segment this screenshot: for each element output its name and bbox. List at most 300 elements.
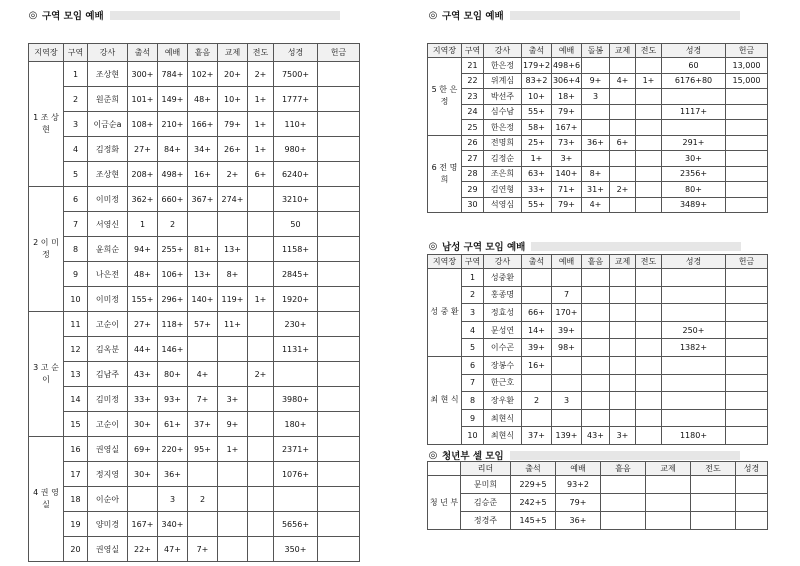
cell-offering [726,286,768,304]
cell-evangelism [636,120,662,136]
cell-teacher: 정지영 [88,462,128,487]
table-row [29,462,360,487]
cell-bible: 110+ [274,112,318,137]
cell-teacher: 이미정 [88,187,128,212]
cell-worship: 3 [158,487,188,512]
cell-worship: 36+ [556,512,601,530]
cell-attendance: 30+ [128,462,158,487]
cell-evangelism [691,476,736,494]
cell-scatter: 95+ [188,437,218,462]
cell-attendance: 94+ [128,237,158,262]
cell-group-number: 27 [462,151,484,167]
cell-fellowship [610,374,636,392]
cell-offering [726,409,768,427]
cell-fellowship: 3+ [218,387,248,412]
cell-fellowship [610,166,636,182]
cell-bible: 50 [274,212,318,237]
table-row [29,212,360,237]
cell-teacher: 윤희순 [88,237,128,262]
cell-attendance: 25+ [522,135,552,151]
cell-fellowship [610,304,636,322]
cell-fellowship: 13+ [218,237,248,262]
cell-bible: 3210+ [274,187,318,212]
table-row [29,137,360,162]
cell-worship: 296+ [158,287,188,312]
cell-scatter: 102+ [188,62,218,87]
column-header: 리더 [461,462,511,476]
cell-bible: 1180+ [662,427,726,445]
cell-evangelism [248,337,274,362]
column-header: 성경 [662,44,726,58]
cell-fellowship: 26+ [218,137,248,162]
table-row [29,362,360,387]
cell-offering [318,412,360,437]
cell-worship: 306+4 [552,73,582,89]
cell-teacher: 석영심 [484,197,522,213]
cell-attendance [128,487,158,512]
column-header: 지역장 [428,255,462,269]
cell-scatter [601,494,646,512]
cell-offering [726,321,768,339]
cell-group-number: 9 [64,262,88,287]
cell-offering [318,87,360,112]
cell-scatter [601,512,646,530]
cell-attendance: 37+ [522,427,552,445]
cell-attendance: 58+ [522,120,552,136]
table-row [428,304,768,322]
cell-group-number: 11 [64,312,88,337]
cell-evangelism [248,462,274,487]
cell-fellowship [610,197,636,213]
cell-offering [726,89,768,105]
cell-evangelism [636,356,662,374]
cell-group-number: 7 [462,374,484,392]
table-row [29,62,360,87]
bullet-icon: ◎ [428,9,438,21]
cell-offering [726,104,768,120]
cell-scatter [582,339,610,357]
cell-worship: 784+ [158,62,188,87]
cell-offering [318,62,360,87]
cell-worship: 146+ [158,337,188,362]
cell-attendance: 242+5 [511,494,556,512]
cell-evangelism [636,304,662,322]
blank-header [428,462,461,476]
cell-evangelism [636,151,662,167]
cell-teacher: 김정화 [88,137,128,162]
cell-group-number: 8 [462,392,484,410]
column-header: 출석 [128,44,158,62]
cell-fellowship [610,356,636,374]
cell-bible [662,374,726,392]
cell-bible [662,356,726,374]
cell-offering [726,374,768,392]
cell-evangelism [248,387,274,412]
column-header: 예배 [552,44,582,58]
table-row [29,112,360,137]
cell-scatter: 34+ [188,137,218,162]
left-section-title [28,8,340,22]
cell-teacher: 한은정 [484,120,522,136]
cell-scatter [188,337,218,362]
cell-group-number: 1 [462,269,484,287]
cell-worship: 139+ [552,427,582,445]
cell-evangelism [636,374,662,392]
cell-worship [552,374,582,392]
cell-fellowship [218,487,248,512]
cell-teacher: 이순아 [88,487,128,512]
cell-offering [726,356,768,374]
cell-fellowship: 79+ [218,112,248,137]
cell-attendance: 55+ [522,197,552,213]
cell-group-number: 26 [462,135,484,151]
column-header: 구역 [64,44,88,62]
cell-offering [726,427,768,445]
cell-bible: 1158+ [274,237,318,262]
cell-group-number: 16 [64,437,88,462]
cell-attendance: 33+ [128,387,158,412]
table-row [428,427,768,445]
cell-attendance: 1 [128,212,158,237]
cell-fellowship: 9+ [218,412,248,437]
table-row [428,409,768,427]
cell-group-number: 4 [64,137,88,162]
cell-attendance: 33+ [522,182,552,198]
left-title-text: 구역 모임 예배 [42,11,104,22]
cell-bible: 80+ [662,182,726,198]
cell-offering: 15,000 [726,73,768,89]
table-row [428,120,768,136]
cell-bible [662,392,726,410]
cell-scatter: 81+ [188,237,218,262]
cell-teacher: 나은전 [88,262,128,287]
table-row [29,287,360,312]
table-row [428,512,768,530]
cell-group-number: 30 [462,197,484,213]
cell-teacher: 김정순 [484,151,522,167]
cell-attendance: 27+ [128,137,158,162]
cell-group-number: 22 [462,73,484,89]
cell-bible: 1920+ [274,287,318,312]
cell-fellowship [218,337,248,362]
cell-offering [318,362,360,387]
cell-scatter: 13+ [188,262,218,287]
cell-evangelism [248,312,274,337]
youth-label: 청 년 부 [428,476,461,530]
cell-bible [662,409,726,427]
cell-group-number: 12 [64,337,88,362]
leader-cell: 4 권 영 실 [29,437,64,562]
column-header: 예배 [158,44,188,62]
cell-fellowship: 2+ [218,162,248,187]
cell-group-number: 2 [462,286,484,304]
cell-attendance: 362+ [128,187,158,212]
column-header: 지역장 [428,44,462,58]
table-row [428,166,768,182]
cell-offering [726,135,768,151]
column-header: 흩음 [582,255,610,269]
cell-bible: 3980+ [274,387,318,412]
cell-evangelism [248,187,274,212]
cell-teacher: 조상현 [88,162,128,187]
cell-teacher: 고순이 [88,312,128,337]
cell-attendance: 30+ [128,412,158,437]
cell-offering [318,312,360,337]
cell-attendance [522,269,552,287]
cell-teacher: 위계심 [484,73,522,89]
table-row [428,494,768,512]
cell-teacher: 조상현 [88,62,128,87]
column-header: 전도 [636,255,662,269]
column-header: 출석 [511,462,556,476]
cell-teacher: 이금순a [88,112,128,137]
cell-group-number: 14 [64,387,88,412]
table-row [428,356,768,374]
cell-group-number: 18 [64,487,88,512]
right-top-title-text: 구역 모임 예배 [442,11,504,22]
cell-worship: 149+ [158,87,188,112]
cell-worship: 498+6 [552,58,582,74]
cell-bible: 1076+ [274,462,318,487]
column-header: 강사 [88,44,128,62]
cell-attendance: 2 [522,392,552,410]
cell-attendance: 10+ [522,89,552,105]
cell-group-number: 28 [462,166,484,182]
cell-offering [318,262,360,287]
cell-bible: 2356+ [662,166,726,182]
column-header: 헌금 [726,44,768,58]
table-row [29,162,360,187]
left-table [28,43,360,562]
column-header: 전도 [691,462,736,476]
cell-teacher: 홍종명 [484,286,522,304]
cell-evangelism [636,321,662,339]
table-row [428,73,768,89]
cell-attendance: 108+ [128,112,158,137]
cell-bible: 180+ [274,412,318,437]
cell-fellowship [218,462,248,487]
cell-attendance: 101+ [128,87,158,112]
cell-offering [726,339,768,357]
cell-fellowship [610,339,636,357]
column-header: 흩음 [188,44,218,62]
cell-fellowship [610,321,636,339]
cell-worship: 79+ [552,104,582,120]
cell-evangelism [248,262,274,287]
cell-attendance: 55+ [522,104,552,120]
column-header: 성경 [274,44,318,62]
cell-fellowship [610,269,636,287]
cell-worship: 47+ [158,537,188,562]
cell-evangelism: 1+ [636,73,662,89]
leader-cell: 성 중 환 [428,269,462,357]
cell-evangelism: 1+ [248,112,274,137]
cell-group-number: 13 [64,362,88,387]
cell-evangelism [636,409,662,427]
cell-scatter: 4+ [582,197,610,213]
cell-scatter [582,269,610,287]
column-header: 헌금 [726,255,768,269]
cell-scatter: 48+ [188,87,218,112]
cell-evangelism [636,286,662,304]
cell-bible [274,487,318,512]
cell-teacher: 한은정 [484,58,522,74]
cell-fellowship [610,89,636,105]
cell-offering [318,212,360,237]
cell-worship: 2 [158,212,188,237]
cell-offering [318,287,360,312]
cell-teacher: 전명희 [484,135,522,151]
cell-scatter: 7+ [188,537,218,562]
cell-worship: 79+ [552,197,582,213]
cell-attendance: 27+ [128,312,158,337]
table-row [428,269,768,287]
table-row [29,262,360,287]
cell-worship: 3+ [552,151,582,167]
cell-scatter [582,104,610,120]
title-bar [510,451,740,460]
cell-worship: 36+ [158,462,188,487]
cell-evangelism [636,182,662,198]
cell-offering [318,237,360,262]
cell-group-number: 5 [462,339,484,357]
cell-teacher: 고순이 [88,412,128,437]
cell-evangelism [636,427,662,445]
table-row [29,512,360,537]
cell-scatter: 8+ [582,166,610,182]
cell-worship: 140+ [552,166,582,182]
cell-group-number: 25 [462,120,484,136]
column-header: 흩음 [601,462,646,476]
table-row [29,387,360,412]
table-row [428,392,768,410]
title-bar [531,242,741,251]
cell-attendance [522,286,552,304]
cell-leader: 정경주 [461,512,511,530]
cell-offering [726,269,768,287]
cell-bible [736,476,768,494]
cell-worship: 3 [552,392,582,410]
cell-bible: 5656+ [274,512,318,537]
cell-evangelism [636,104,662,120]
leader-cell: 1 조 상 현 [29,62,64,187]
cell-teacher: 장우환 [484,392,522,410]
column-header: 교제 [218,44,248,62]
cell-group-number: 17 [64,462,88,487]
cell-worship: 210+ [158,112,188,137]
cell-scatter: 16+ [188,162,218,187]
cell-bible [736,494,768,512]
cell-scatter [582,374,610,392]
cell-fellowship: 3+ [610,427,636,445]
men-table [427,254,768,445]
cell-bible: 1382+ [662,339,726,357]
cell-fellowship [646,512,691,530]
right-top-table [427,43,768,213]
cell-fellowship: 6+ [610,135,636,151]
cell-attendance: 43+ [128,362,158,387]
cell-teacher: 양미경 [88,512,128,537]
cell-leader: 문미희 [461,476,511,494]
cell-scatter [188,512,218,537]
cell-bible: 30+ [662,151,726,167]
cell-group-number: 29 [462,182,484,198]
cell-teacher: 한근호 [484,374,522,392]
leader-cell: 최 현 식 [428,356,462,444]
cell-offering [318,487,360,512]
cell-offering [318,537,360,562]
cell-bible [662,89,726,105]
cell-offering [318,337,360,362]
cell-attendance [522,409,552,427]
cell-fellowship [646,494,691,512]
cell-offering [318,387,360,412]
cell-scatter: 367+ [188,187,218,212]
column-header: 지역장 [29,44,64,62]
cell-group-number: 5 [64,162,88,187]
column-header: 예배 [556,462,601,476]
cell-worship: 61+ [158,412,188,437]
column-header: 성경 [662,255,726,269]
cell-teacher: 원준희 [88,87,128,112]
cell-evangelism: 2+ [248,362,274,387]
cell-teacher: 권영실 [88,437,128,462]
cell-offering [726,166,768,182]
cell-bible: 1777+ [274,87,318,112]
cell-group-number: 24 [462,104,484,120]
column-header: 헌금 [318,44,360,62]
cell-scatter [582,58,610,74]
table-row [29,312,360,337]
cell-evangelism [691,494,736,512]
cell-attendance: 48+ [128,262,158,287]
cell-attendance: 66+ [522,304,552,322]
cell-worship: 98+ [552,339,582,357]
cell-worship: 79+ [556,494,601,512]
cell-worship: 93+ [158,387,188,412]
table-row [428,89,768,105]
cell-attendance: 229+5 [511,476,556,494]
cell-teacher: 최현식 [484,427,522,445]
table-row [428,286,768,304]
cell-bible: 60 [662,58,726,74]
cell-evangelism [636,135,662,151]
table-row [428,339,768,357]
cell-bible: 350+ [274,537,318,562]
cell-attendance: 44+ [128,337,158,362]
cell-bible: 250+ [662,321,726,339]
cell-offering [726,182,768,198]
youth-title-text: 청년부 셀 모임 [442,451,504,462]
cell-scatter [188,212,218,237]
cell-scatter: 3 [582,89,610,105]
column-header: 성경 [736,462,768,476]
cell-worship: 660+ [158,187,188,212]
cell-worship [552,356,582,374]
table-row [29,437,360,462]
cell-evangelism: 2+ [248,62,274,87]
cell-worship: 255+ [158,237,188,262]
cell-evangelism [636,166,662,182]
cell-scatter [582,286,610,304]
cell-fellowship: 20+ [218,62,248,87]
cell-teacher: 심수남 [484,104,522,120]
cell-fellowship [610,151,636,167]
cell-fellowship: 2+ [610,182,636,198]
cell-fellowship: 11+ [218,312,248,337]
column-header: 교제 [646,462,691,476]
cell-bible [736,512,768,530]
